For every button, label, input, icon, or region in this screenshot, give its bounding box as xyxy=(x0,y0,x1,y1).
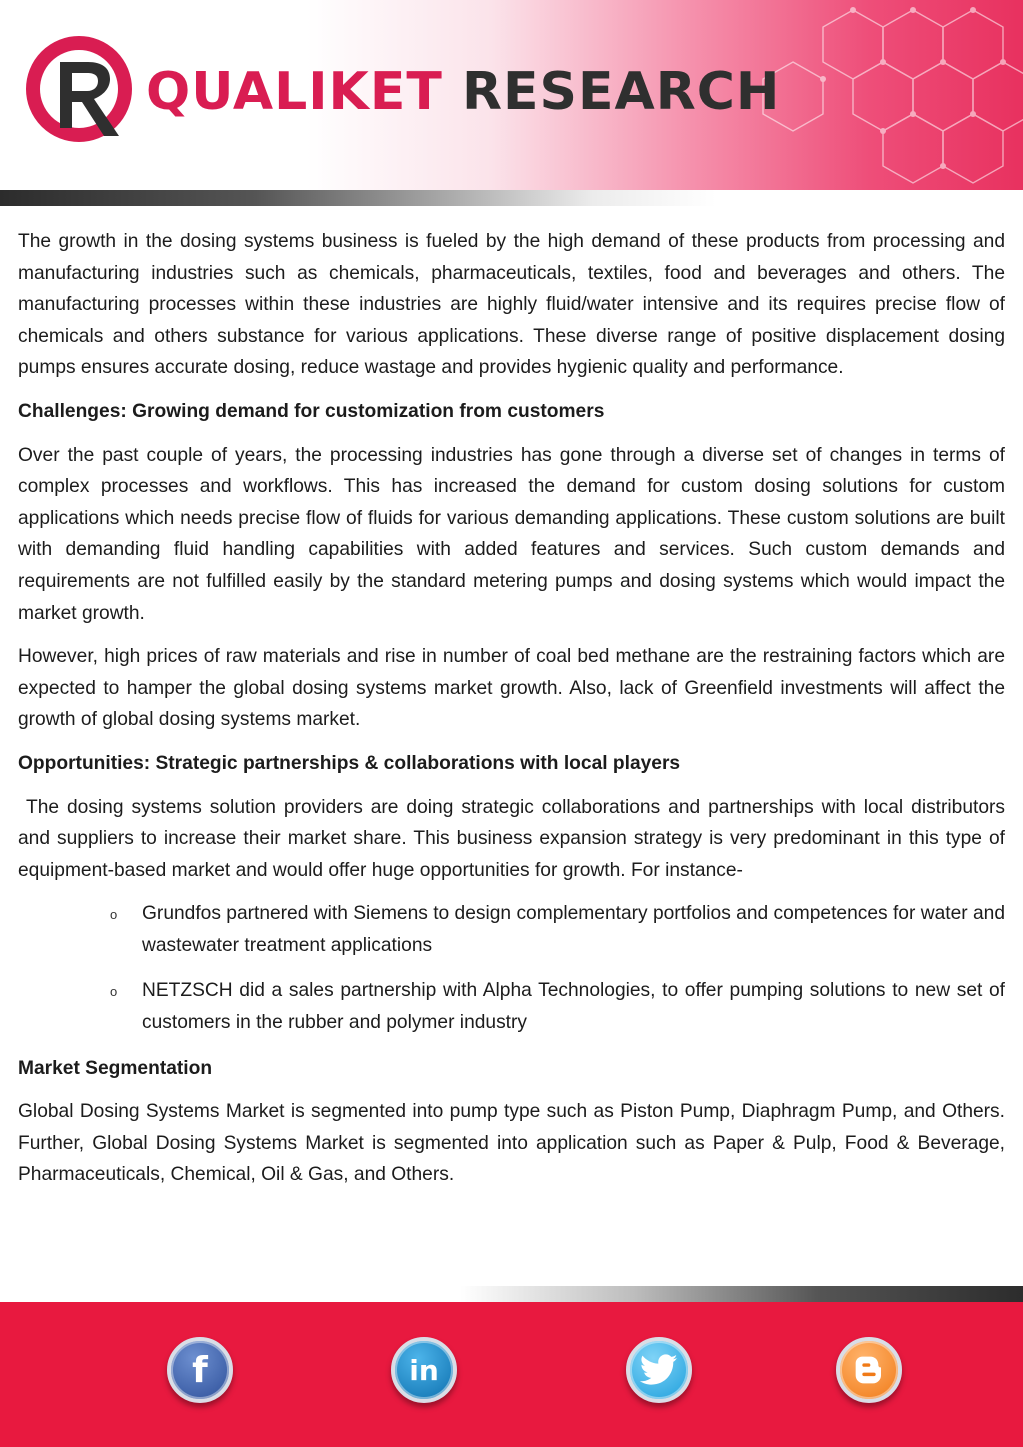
paragraph-intro: The growth in the dosing systems business is fueled by the high demand of these products from processing and manufacturing industries such as chemicals, pharmaceuticals, textiles, food and beverages and others. The manufacturing processes within these industries are highly fluid/water intensive and its requires precise flow of chemicals and others substance for various applications. These diverse range of positive displacement dosing pumps ensures accurate dosing, reduce wastage and provides hygienic quality and performance. xyxy=(18,231,1005,379)
linkedin-glyph: in xyxy=(409,1353,439,1387)
footer-divider xyxy=(0,1286,1023,1302)
twitter-bird-icon xyxy=(640,1354,678,1386)
brand-word-research: RESEARCH xyxy=(461,62,781,122)
heading-segmentation: Market Segmentation xyxy=(18,1057,213,1079)
blogger-b-icon xyxy=(853,1354,885,1386)
blogger-icon[interactable] xyxy=(836,1337,902,1403)
paragraph-segmentation: Global Dosing Systems Market is segmented into pump type such as Piston Pump, Diaphragm Pump, and Others. Further, Global Dosing Systems Market is segmented into application such as Paper & Pulp, Food & Beverage, Pharmaceuticals, Chemical, Oil & Gas, and Others. xyxy=(18,1101,1005,1186)
bullet-circle-icon: o xyxy=(110,907,118,923)
heading-opportunities: Opportunities: Strategic partnerships & collaborations with local players xyxy=(18,752,681,774)
paragraph-restraints: However, high prices of raw materials and rise in number of coal bed methane are the restraining factors which are expected to hamper the global dosing systems market growth. Also, lack of Greenfield investments will affect the growth of global dosing systems market. xyxy=(18,646,1005,731)
list-item-text: NETZSCH did a sales partnership with Alpha Technologies, to offer pumping solutions to new set of customers in the rubber and polymer industry xyxy=(142,980,1005,1034)
facebook-glyph: f xyxy=(192,1349,208,1391)
qr-logo-icon xyxy=(22,32,137,147)
brand-word-qualiket: QUALIKET xyxy=(146,62,443,122)
twitter-icon[interactable] xyxy=(626,1337,692,1403)
linkedin-icon[interactable] xyxy=(391,1337,457,1403)
footer-social-bar xyxy=(0,1302,1023,1447)
list-item-text: Grundfos partnered with Siemens to design complementary portfolios and competences for water and wastewater treatment applications xyxy=(142,903,1005,956)
paragraph-challenges: Over the past couple of years, the processing industries has gone through a diverse set of changes in terms of complex processes and workflows. This has increased the demand for custom dosing solutions for custom applications which needs precise flow of fluids for various demanding applications. These custom solutions are built with demanding fluid handling capabilities with added features and services. Such custom demands and requirements are not fulfilled easily by the standard metering pumps and dosing systems which would impact the market growth. xyxy=(18,444,1005,624)
bullet-circle-icon: o xyxy=(110,984,118,1000)
paragraph-opportunities: The dosing systems solution providers are doing strategic collaborations and partnerships with local distributors and suppliers to increase their market share. This business expansion strategy is very predominant in this type of equipment-based market and would offer huge opportunities for growth. For instance- xyxy=(18,796,1011,881)
brand-name xyxy=(146,62,780,122)
document-body xyxy=(18,226,1011,1203)
header-divider xyxy=(0,190,1023,206)
header-banner xyxy=(0,0,1023,190)
list-item xyxy=(18,898,1005,961)
heading-challenges: Challenges: Growing demand for customization from customers xyxy=(18,400,605,422)
facebook-icon[interactable] xyxy=(167,1337,233,1403)
partnership-list xyxy=(18,898,1005,1038)
list-item xyxy=(18,975,1005,1038)
